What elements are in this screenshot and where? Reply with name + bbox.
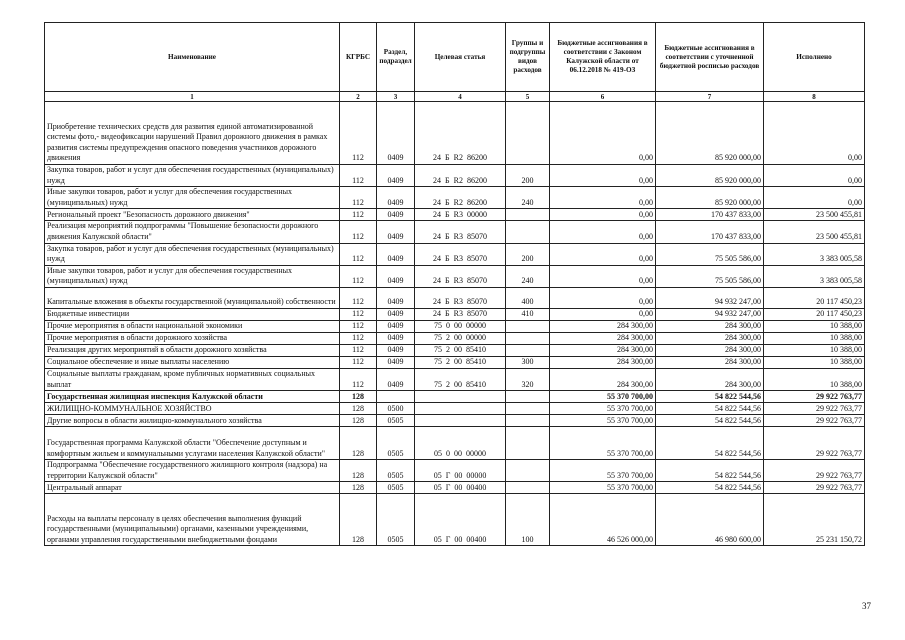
table-row [45, 165, 865, 187]
row-target: 05 Г 00 00000 [415, 460, 506, 482]
row-executed-amount: 10 388,00 [764, 320, 865, 332]
row-law-amount: 55 370 700,00 [550, 403, 656, 415]
row-name: Расходы на выплаты персоналу в целях обеспечения выполнения функций государственными (муниципальными) органами, казенными учреждениями, органами управления государственными внебюджетными фондами [45, 494, 340, 546]
table-row [45, 494, 865, 546]
header-name: Наименование [45, 23, 340, 92]
row-kgrbs: 112 [340, 320, 377, 332]
row-updated-amount: 54 822 544,56 [656, 460, 764, 482]
row-target: 75 0 00 00000 [415, 320, 506, 332]
row-updated-amount: 75 505 586,00 [656, 243, 764, 265]
row-name: Прочие мероприятия в области дорожного хозяйства [45, 332, 340, 344]
row-group: 100 [506, 494, 550, 546]
row-executed-amount: 29 922 763,77 [764, 415, 865, 427]
row-section: 0409 [377, 187, 415, 209]
table-row [45, 403, 865, 415]
row-law-amount: 0,00 [550, 221, 656, 243]
row-target [415, 391, 506, 403]
row-law-amount: 284 300,00 [550, 320, 656, 332]
row-name: Социальное обеспечение и иные выплаты населению [45, 356, 340, 368]
row-group: 240 [506, 265, 550, 287]
row-name: Центральный аппарат [45, 482, 340, 494]
row-group: 200 [506, 165, 550, 187]
row-executed-amount: 29 922 763,77 [764, 403, 865, 415]
row-name: Иные закупки товаров, работ и услуг для обеспечения государственных (муниципальных) нужд [45, 187, 340, 209]
row-executed-amount: 29 922 763,77 [764, 427, 865, 460]
column-number: 3 [377, 92, 415, 102]
row-group [506, 320, 550, 332]
table-row [45, 287, 865, 308]
row-section: 0505 [377, 494, 415, 546]
row-name: Государственная программа Калужской области "Обеспечение доступным и комфортным жильем и коммунальными услугами населения Калужской области" [45, 427, 340, 460]
row-updated-amount: 54 822 544,56 [656, 415, 764, 427]
row-updated-amount: 85 920 000,00 [656, 102, 764, 165]
row-section: 0409 [377, 102, 415, 165]
row-kgrbs: 128 [340, 403, 377, 415]
row-section: 0505 [377, 460, 415, 482]
row-name: Реализация мероприятий подпрограммы "Повышение безопасности дорожного движения Калужской области" [45, 221, 340, 243]
row-executed-amount: 20 117 450,23 [764, 287, 865, 308]
header-groups: Группы и подгруппы видов расходов [506, 23, 550, 92]
row-group [506, 102, 550, 165]
row-updated-amount: 85 920 000,00 [656, 187, 764, 209]
row-law-amount: 0,00 [550, 265, 656, 287]
row-executed-amount: 23 500 455,81 [764, 221, 865, 243]
row-law-amount: 0,00 [550, 308, 656, 320]
row-section: 0409 [377, 221, 415, 243]
row-kgrbs: 112 [340, 332, 377, 344]
row-executed-amount: 3 383 005,58 [764, 265, 865, 287]
row-target: 05 Г 00 00400 [415, 482, 506, 494]
row-law-amount: 0,00 [550, 243, 656, 265]
row-updated-amount: 54 822 544,56 [656, 482, 764, 494]
row-executed-amount: 10 388,00 [764, 356, 865, 368]
row-group [506, 391, 550, 403]
row-name: Закупка товаров, работ и услуг для обеспечения государственных (муниципальных) нужд [45, 165, 340, 187]
row-updated-amount: 284 300,00 [656, 356, 764, 368]
column-number: 1 [45, 92, 340, 102]
row-updated-amount: 54 822 544,56 [656, 403, 764, 415]
row-updated-amount: 85 920 000,00 [656, 165, 764, 187]
row-law-amount: 0,00 [550, 165, 656, 187]
row-name: ЖИЛИЩНО-КОММУНАЛЬНОЕ ХОЗЯЙСТВО [45, 403, 340, 415]
row-group: 400 [506, 287, 550, 308]
table-row [45, 102, 865, 165]
row-updated-amount: 54 822 544,56 [656, 427, 764, 460]
row-kgrbs: 112 [340, 344, 377, 356]
row-law-amount: 0,00 [550, 287, 656, 308]
table-row [45, 391, 865, 403]
row-law-amount: 0,00 [550, 209, 656, 221]
row-kgrbs: 112 [340, 308, 377, 320]
column-number: 2 [340, 92, 377, 102]
row-group: 410 [506, 308, 550, 320]
header-law: Бюджетные ассигнования в соответствии с Законом Калужской области от 06.12.2018 № 419-ОЗ [550, 23, 656, 92]
row-name: Капитальные вложения в объекты государственной (муниципальной) собственности [45, 287, 340, 308]
page-number: 37 [862, 601, 871, 611]
table-row [45, 344, 865, 356]
table-row [45, 415, 865, 427]
row-target: 24 Б R3 85070 [415, 308, 506, 320]
row-target: 24 Б R3 00000 [415, 209, 506, 221]
row-name: Социальные выплаты гражданам, кроме публичных нормативных социальных выплат [45, 368, 340, 390]
row-name: Бюджетные инвестиции [45, 308, 340, 320]
row-executed-amount: 0,00 [764, 165, 865, 187]
row-group [506, 482, 550, 494]
row-law-amount: 284 300,00 [550, 344, 656, 356]
column-number: 5 [506, 92, 550, 102]
row-section: 0409 [377, 368, 415, 390]
header-executed: Исполнено [764, 23, 865, 92]
row-section: 0505 [377, 427, 415, 460]
row-law-amount: 0,00 [550, 187, 656, 209]
row-section: 0409 [377, 209, 415, 221]
row-target: 75 2 00 85410 [415, 356, 506, 368]
row-kgrbs: 112 [340, 209, 377, 221]
row-section: 0505 [377, 482, 415, 494]
row-law-amount: 0,00 [550, 102, 656, 165]
row-kgrbs: 128 [340, 494, 377, 546]
table-row [45, 427, 865, 460]
row-name: Прочие мероприятия в области национальной экономики [45, 320, 340, 332]
row-kgrbs: 112 [340, 368, 377, 390]
row-kgrbs: 112 [340, 165, 377, 187]
row-executed-amount: 10 388,00 [764, 368, 865, 390]
row-section: 0409 [377, 243, 415, 265]
row-law-amount: 284 300,00 [550, 332, 656, 344]
row-group: 320 [506, 368, 550, 390]
header-updated: Бюджетные ассигнования в соответствии с уточненной бюджетной росписью расходов [656, 23, 764, 92]
row-executed-amount: 29 922 763,77 [764, 460, 865, 482]
row-law-amount: 55 370 700,00 [550, 482, 656, 494]
header-target: Целевая статья [415, 23, 506, 92]
table-row [45, 308, 865, 320]
row-updated-amount: 284 300,00 [656, 332, 764, 344]
row-kgrbs: 128 [340, 427, 377, 460]
column-number: 6 [550, 92, 656, 102]
row-executed-amount: 29 922 763,77 [764, 391, 865, 403]
table-body [45, 102, 865, 546]
row-kgrbs: 112 [340, 287, 377, 308]
header-section: Раздел, подраздел [377, 23, 415, 92]
row-target [415, 415, 506, 427]
row-section: 0409 [377, 165, 415, 187]
row-executed-amount: 20 117 450,23 [764, 308, 865, 320]
row-kgrbs: 112 [340, 102, 377, 165]
row-name: Закупка товаров, работ и услуг для обеспечения государственных (муниципальных) нужд [45, 243, 340, 265]
row-name: Подпрограмма "Обеспечение государственного жилищного контроля (надзора) на территории Калужской области" [45, 460, 340, 482]
row-group: 300 [506, 356, 550, 368]
row-name: Приобретение технических средств для развития единой автоматизированной системы фото,- видеофиксации нарушений Правил дорожного движения в рамках развития системы предупреждения опасного поведения участников дорожного движения [45, 102, 340, 165]
row-kgrbs: 128 [340, 460, 377, 482]
row-executed-amount: 0,00 [764, 102, 865, 165]
row-updated-amount: 75 505 586,00 [656, 265, 764, 287]
row-group: 200 [506, 243, 550, 265]
table-row [45, 368, 865, 390]
row-kgrbs: 128 [340, 482, 377, 494]
row-name: Иные закупки товаров, работ и услуг для обеспечения государственных (муниципальных) нужд [45, 265, 340, 287]
column-number-row [45, 92, 865, 102]
row-name: Государственная жилищная инспекция Калужской области [45, 391, 340, 403]
row-section: 0409 [377, 265, 415, 287]
row-law-amount: 46 526 000,00 [550, 494, 656, 546]
row-kgrbs: 112 [340, 243, 377, 265]
row-executed-amount: 10 388,00 [764, 332, 865, 344]
row-law-amount: 284 300,00 [550, 356, 656, 368]
row-group [506, 209, 550, 221]
row-group [506, 427, 550, 460]
row-target: 24 Б R2 86200 [415, 187, 506, 209]
row-target: 75 2 00 00000 [415, 332, 506, 344]
row-target: 24 Б R3 85070 [415, 265, 506, 287]
column-number: 7 [656, 92, 764, 102]
row-section: 0409 [377, 320, 415, 332]
row-kgrbs: 128 [340, 391, 377, 403]
row-executed-amount: 0,00 [764, 187, 865, 209]
row-executed-amount: 25 231 150,72 [764, 494, 865, 546]
row-name: Другие вопросы в области жилищно-коммунального хозяйства [45, 415, 340, 427]
row-kgrbs: 112 [340, 221, 377, 243]
row-target: 05 Г 00 00400 [415, 494, 506, 546]
row-kgrbs: 112 [340, 356, 377, 368]
row-section: 0505 [377, 415, 415, 427]
row-section: 0409 [377, 344, 415, 356]
row-group [506, 460, 550, 482]
row-target: 05 0 00 00000 [415, 427, 506, 460]
column-number: 4 [415, 92, 506, 102]
row-executed-amount: 23 500 455,81 [764, 209, 865, 221]
row-section: 0409 [377, 356, 415, 368]
row-target [415, 403, 506, 415]
row-target: 24 Б R3 85070 [415, 221, 506, 243]
row-group [506, 403, 550, 415]
row-updated-amount: 54 822 544,56 [656, 391, 764, 403]
table-row [45, 482, 865, 494]
row-name: Реализация других мероприятий в области дорожного хозяйства [45, 344, 340, 356]
table-row [45, 209, 865, 221]
row-target: 24 Б R3 85070 [415, 287, 506, 308]
budget-table [44, 22, 865, 546]
row-kgrbs: 112 [340, 265, 377, 287]
row-executed-amount: 10 388,00 [764, 344, 865, 356]
row-updated-amount: 284 300,00 [656, 368, 764, 390]
row-updated-amount: 46 980 600,00 [656, 494, 764, 546]
row-law-amount: 284 300,00 [550, 368, 656, 390]
row-updated-amount: 94 932 247,00 [656, 308, 764, 320]
row-law-amount: 55 370 700,00 [550, 427, 656, 460]
column-number: 8 [764, 92, 865, 102]
row-group [506, 332, 550, 344]
row-updated-amount: 284 300,00 [656, 320, 764, 332]
table-row [45, 320, 865, 332]
table-row [45, 243, 865, 265]
table-row [45, 187, 865, 209]
row-target: 24 Б R2 86200 [415, 165, 506, 187]
row-name: Региональный проект "Безопасность дорожного движения" [45, 209, 340, 221]
row-group [506, 415, 550, 427]
row-target: 24 Б R2 86200 [415, 102, 506, 165]
table-row [45, 265, 865, 287]
row-section: 0500 [377, 403, 415, 415]
row-group [506, 344, 550, 356]
row-group [506, 221, 550, 243]
row-law-amount: 55 370 700,00 [550, 415, 656, 427]
row-kgrbs: 128 [340, 415, 377, 427]
row-law-amount: 55 370 700,00 [550, 460, 656, 482]
row-group: 240 [506, 187, 550, 209]
table-row [45, 356, 865, 368]
table-row [45, 460, 865, 482]
row-section: 0409 [377, 308, 415, 320]
row-updated-amount: 94 932 247,00 [656, 287, 764, 308]
row-law-amount: 55 370 700,00 [550, 391, 656, 403]
row-section [377, 391, 415, 403]
table-row [45, 221, 865, 243]
row-section: 0409 [377, 332, 415, 344]
header-kgrbs: КГРБС [340, 23, 377, 92]
row-executed-amount: 29 922 763,77 [764, 482, 865, 494]
row-updated-amount: 170 437 833,00 [656, 209, 764, 221]
row-target: 75 2 00 85410 [415, 368, 506, 390]
table-row [45, 332, 865, 344]
row-updated-amount: 284 300,00 [656, 344, 764, 356]
row-section: 0409 [377, 287, 415, 308]
row-target: 24 Б R3 85070 [415, 243, 506, 265]
row-executed-amount: 3 383 005,58 [764, 243, 865, 265]
header-row [45, 23, 865, 92]
row-target: 75 2 00 85410 [415, 344, 506, 356]
row-kgrbs: 112 [340, 187, 377, 209]
row-updated-amount: 170 437 833,00 [656, 221, 764, 243]
